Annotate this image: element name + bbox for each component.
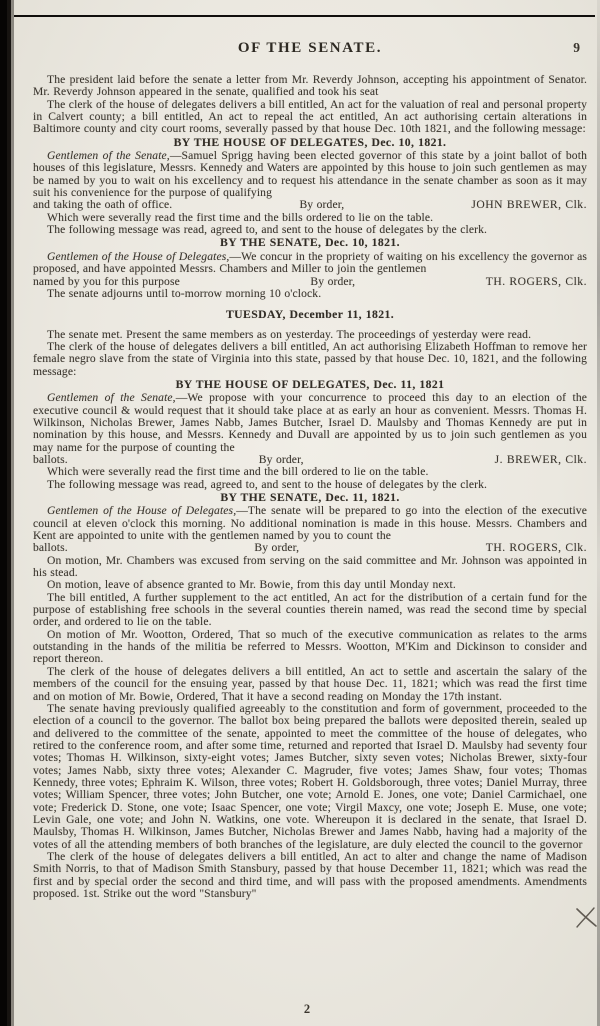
salutation: Gentlemen of the Senate, [47, 149, 170, 163]
paragraph: The bill entitled, A further supplement to the act entitled, An act for the distribution of a certain fund for the purpose of establishing free schools in the several counties therein named, was read the second time by special order, and ordered to lie on the table. [33, 590, 587, 629]
paragraph: On motion, leave of absence granted to Mr. Bowie, from this day until Monday next. [47, 578, 456, 592]
message-body: —We propose with your concurrence to proceed this day to an election of the executive council & would request that it should take place at as early an hour as convenient. Messrs. Thomas H. Wilkinson, Nicholas Brewer, James Nabb, James Butcher, Israel D. Maulsby and Thomas Kennedy are put in nomination by this house, and Messrs. Kennedy and Duvall are appointed by us to join such gentlemen as you may name for the purpose of counting the [33, 391, 587, 454]
paragraph: The senate having previously qualified agreeably to the constitution and form of government, proceeded to the election of a council to the governor. The ballot box being prepared the ballots were deposited therein, sealed up and delivered to the committee of the senate, appointed to meet the committee of the house of delegates, who retired to the conference room, and after some time, returned and reported that Israel D. Maulsby had seventy four votes; Thomas H. Wilkinson, sixty-eight votes; James Butcher, sixty seven votes; Nicholas Brewer, sixty-four votes; James Nabb, sixty three votes; Alexander C. Magruder, five votes; James Shaw, four votes; Thomas Kennedy, three votes; Ephraim K. Wilson, three votes; Robert H. Goldsborough, three votes; Daniel Murray, three votes; William Spencer, three votes; John Butcher, one vote; Arnold E. Jones, one vote; Daniel Carmichael, one vote; Frederick D. Stone, one vote; Isaac Spencer, one vote; Virgil Maxcy, one vote; Joseph E. Muse, one vote; Levin Gale, one vote; and John N. Watkins, one vote. Whereupon it is declared in the senate, that Israel D. Maulsby, Thomas H. Wilkinson, James Butcher, Nicholas Brewer and James Nabb, having had a majority of the votes of all the attending members of both branches of the legislature, are duly elected the council to the governor [33, 701, 587, 851]
message-paragraph [33, 505, 587, 542]
paragraph: The president laid before the senate a letter from Mr. Reverdy Johnson, accepting his appointment of Senator. Mr. Reverdy Johnson appeared in the senate, qualified and took his seat [33, 73, 587, 99]
by-order-label: By order, [299, 198, 345, 212]
section-heading: BY THE SENATE, Dec. 11, 1821. [220, 491, 400, 504]
by-order-label: By order, [310, 274, 356, 288]
handwritten-x-mark [574, 905, 598, 929]
message-body: —The senate will be prepared to go into the election of the executive council at eleven o'clock this morning. No additional nomination is made in this house. Messrs. Chambers and Kent are appointed to unite with the gentlemen named by you to count the [33, 504, 587, 543]
attestation-line [33, 276, 587, 288]
section-heading: BY THE SENATE, Dec. 10, 1821. [220, 236, 400, 250]
salutation: Gentlemen of the House of Delegates, [47, 504, 237, 518]
by-order-label: By order, [254, 541, 300, 555]
message-body: —We concur in the propriety of waiting on his excellency the governor as proposed, and have appointed Messrs. Chambers and Miller to join the gentlemen [33, 249, 587, 276]
section-heading: BY THE HOUSE OF DELEGATES, Dec. 10, 1821. [173, 135, 447, 149]
page-number: 9 [573, 40, 580, 55]
paragraph: The clerk of the house of delegates delivers a bill entitled, An act for the valuation of real and personal property in Calvert county; a bill entitled, An act to repeal the act entitled, An act authorising certain alterations in Baltimore county and city court rooms, severally passed by that house Dec. 10th 1821, and the following message: [33, 97, 587, 136]
text-body [33, 74, 587, 900]
paragraph: The senate met. Present the same members as on yesterday. The proceedings of yesterday were read. [47, 327, 532, 341]
clerk-signature: TH. ROGERS, Clk. [485, 541, 587, 555]
paragraph: Which were severally read the first time and the bills ordered to lie on the table. [47, 210, 434, 224]
paragraph: The clerk of the house of delegates delivers a bill entitled, An act authorising Elizabeth Hoffman to remove her female negro slave from the state of Virginia into this state, passed by that house Dec. 10, 1821, and the following message: [33, 339, 587, 378]
message-paragraph [33, 150, 587, 199]
attestation-tail: named by you for this purpose [33, 274, 180, 288]
paragraph: Which were severally read the first time and the bill ordered to lie on the table. [47, 465, 429, 479]
section-heading: BY THE HOUSE OF DELEGATES, Dec. 11, 1821 [175, 377, 445, 391]
clerk-signature: JOHN BREWER, Clk. [471, 198, 587, 212]
by-order-label: By order, [258, 452, 304, 466]
clerk-signature: J. BREWER, Clk. [494, 452, 587, 466]
attestation-line [33, 199, 587, 211]
day-heading: TUESDAY, December 11, 1821. [225, 308, 395, 322]
paragraph: The clerk of the house of delegates delivers a bill entitled, An act to alter and change the name of Madison Smith Norris, to that of Madison Smith Stansbury, passed by that house December 11, 1821; which was read the first and by special order the second and third time, and will pass with the proposed amendments. Amendments proposed. 1st. Strike out the word "Stansbury" [33, 849, 587, 900]
page-title: OF THE SENATE. [237, 40, 383, 56]
message-paragraph [33, 251, 587, 276]
running-head [33, 39, 587, 59]
message-body: —Samuel Sprigg having been elected governor of this state by a joint ballot of both houses of this legislature, Messrs. Kennedy and Waters are appointed by this house to join such gentlemen as may be named by you to wait on his excellency and to request his attendance in the senate chamber as soon as it may suit his convenience for the purpose of qualifying [33, 149, 587, 200]
paragraph: On motion of Mr. Wootton, Ordered, That so much of the executive communication as relates to the arms outstanding in the hands of the militia be referred to Messrs. Wootton, M'Kim and Dickinson to consider and report thereon. [33, 627, 587, 666]
paragraph: The following message was read, agreed to, and sent to the house of delegates by the clerk. [47, 477, 488, 491]
paragraph: The following message was read, agreed to, and sent to the house of delegates by the clerk. [47, 223, 488, 237]
scan-edge-left [0, 0, 14, 1026]
signature-mark: 2 [303, 1002, 311, 1016]
page-body [14, 0, 600, 1026]
attestation-tail: ballots. [33, 541, 68, 555]
message-paragraph [33, 392, 587, 454]
attestation-tail: ballots. [33, 452, 68, 466]
paragraph: The senate adjourns until to-morrow morning 10 o'clock. [47, 286, 322, 300]
attestation-tail: and taking the oath of office. [33, 198, 173, 212]
paragraph: On motion, Mr. Chambers was excused from serving on the said committee and Mr. Johnson was appointed in his stead. [33, 553, 587, 580]
paragraph: The clerk of the house of delegates delivers a bill entitled, An act to settle and ascertain the salary of the members of the council for the ensuing year, passed by that house Dec. 11, 1821; which was read the first time and on motion of Mr. Bowie, Ordered, That it have a second reading on Monday the 17th instant. [33, 664, 587, 703]
salutation: Gentlemen of the House of Delegates, [47, 249, 230, 263]
attestation-line [33, 542, 587, 554]
clerk-signature: TH. ROGERS, Clk. [485, 274, 587, 288]
salutation: Gentlemen of the Senate, [47, 391, 176, 405]
